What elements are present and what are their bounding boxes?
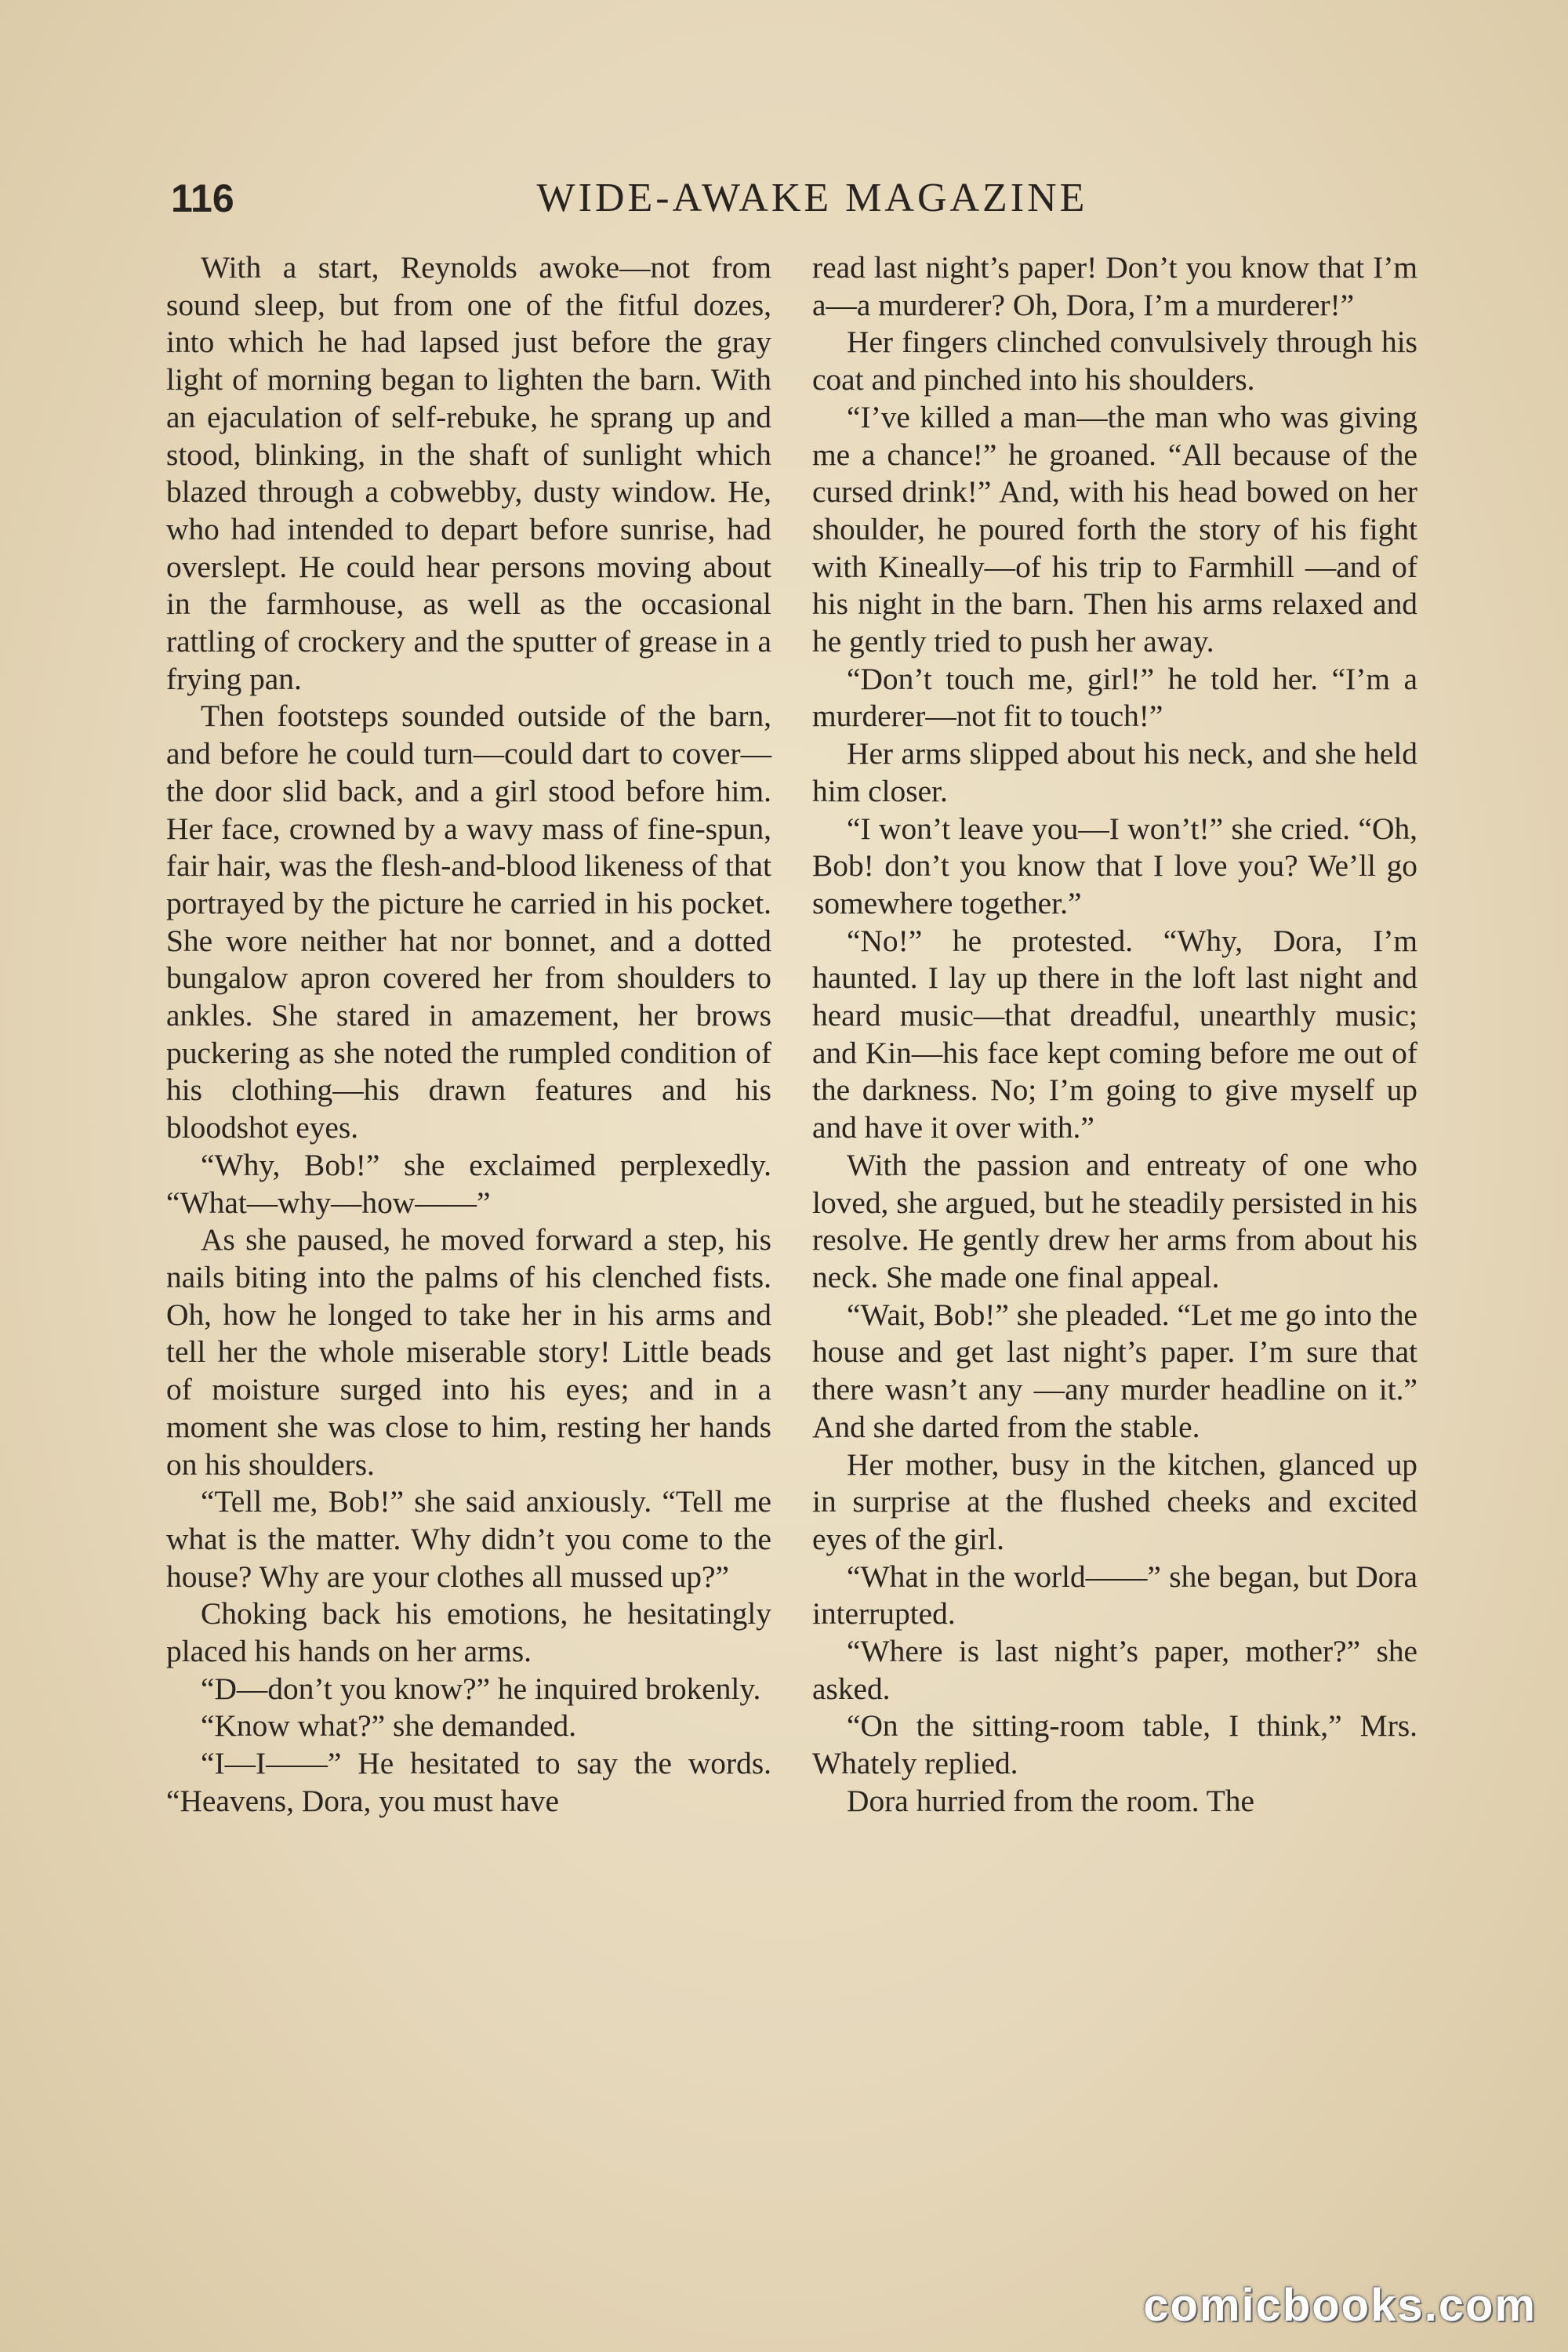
paragraph-continuation: read last night’s paper! Don’t you know that I’m a—a murderer? Oh, Dora, I’m a murderer!” (812, 250, 1417, 322)
paragraph: “I’ve killed a man—the man who was giving me a chance!” he groaned. “All because of the cursed drink!” And, with his head bowed on her shoulder, he poured forth the story of his fight with Kineally—of his trip to Farmhill —and of his night in the barn. Then his arms relaxed and he gently tried to push her away. (812, 399, 1417, 659)
paragraph: Dora hurried from the room. The (847, 1783, 1254, 1818)
paragraph: “Know what?” she demanded. (201, 1708, 577, 1744)
paragraph: “On the sitting-room table, I think,” Mrs. Whately replied. (812, 1708, 1417, 1781)
left-column (166, 249, 771, 2131)
paragraph: “Wait, Bob!” she pleaded. “Let me go into the house and get last night’s paper. I’m sure that there wasn’t any —any murder headline on it.” And she darted from the stable. (812, 1297, 1417, 1444)
paragraph: “Why, Bob!” she exclaimed perplexedly. “What—why—how——” (166, 1147, 771, 1220)
site-watermark: comicbooks.com (1143, 2280, 1537, 2331)
paragraph: As she paused, he moved forward a step, his nails biting into the palms of his clenched fists. Oh, how he longed to take her in his arms and tell her the whole miserable story! Little beads of moisture surged into his eyes; and in a moment she was close to him, resting her hands on his shoulders. (166, 1222, 771, 1482)
paragraph: Then footsteps sounded outside of the barn, and before he could turn—could dart to cover—the door slid back, and a girl stood before him. Her face, crowned by a wavy mass of fine-spun, fair hair, was the flesh-and-blood likeness of that portrayed by the picture he carried in his pocket. She wore neither hat nor bonnet, and a dotted bungalow apron covered her from shoulders to ankles. She stared in amazement, her brows puckering as she noted the rumpled condition of his clothing—his drawn features and his bloodshot eyes. (166, 699, 771, 1145)
paragraph: “Don’t touch me, girl!” he told her. “I’m a murderer—not fit to touch!” (812, 661, 1417, 734)
running-head: WIDE-AWAKE MAGAZINE (536, 176, 1088, 220)
paragraph: Choking back his emotions, he hesitatingly placed his hands on her arms. (166, 1596, 771, 1669)
paragraph: “No!” he protested. “Why, Dora, I’m haunted. I lay up there in the loft last night and heard music—that dreadful, unearthly music; and Kin—his face kept coming before me out of the darkness. No; I’m going to give myself up and have it over with.” (812, 923, 1417, 1145)
page-header (171, 171, 1422, 226)
paragraph: Her fingers clinched convulsively through his coat and pinched into his shoulders. (812, 325, 1417, 397)
page-number: 116 (171, 176, 234, 220)
paragraph: “Tell me, Bob!” she said anxiously. “Tell me what is the matter. Why didn’t you come to the house? Why are your clothes all mussed up?” (166, 1484, 771, 1594)
paragraph: “I won’t leave you—I won’t!” she cried. “Oh, Bob! don’t you know that I love you? We’ll go somewhere together.” (812, 811, 1417, 920)
paragraph: “I—I——” He hesitated to say the words. “Heavens, Dora, you must have (166, 1746, 771, 1818)
paragraph: Her arms slipped about his neck, and she held him closer. (812, 736, 1417, 808)
paragraph: “What in the world——” she began, but Dora interrupted. (812, 1559, 1417, 1632)
paragraph: “D—don’t you know?” he inquired brokenly. (201, 1671, 761, 1706)
right-column (812, 249, 1417, 2131)
paragraph: With a start, Reynolds awoke—not from sound sleep, but from one of the fitful dozes, into which he had lapsed just before the gray light of morning began to lighten the barn. With an ejaculation of self-rebuke, he sprang up and stood, blinking, in the shaft of sunlight which blazed through a cobwebby, dusty window. He, who had intended to depart before sunrise, had overslept. He could hear persons moving about in the farmhouse, as well as the occasional rattling of crockery and the sputter of grease in a frying pan. (166, 250, 771, 696)
paragraph: Her mother, busy in the kitchen, glanced up in surprise at the flushed cheeks and excited eyes of the girl. (812, 1446, 1417, 1556)
paragraph: “Where is last night’s paper, mother?” she asked. (812, 1634, 1417, 1706)
paragraph: With the passion and entreaty of one who loved, she argued, but he steadily persisted in his resolve. He gently drew her arms from about his neck. She made one final appeal. (812, 1147, 1417, 1294)
